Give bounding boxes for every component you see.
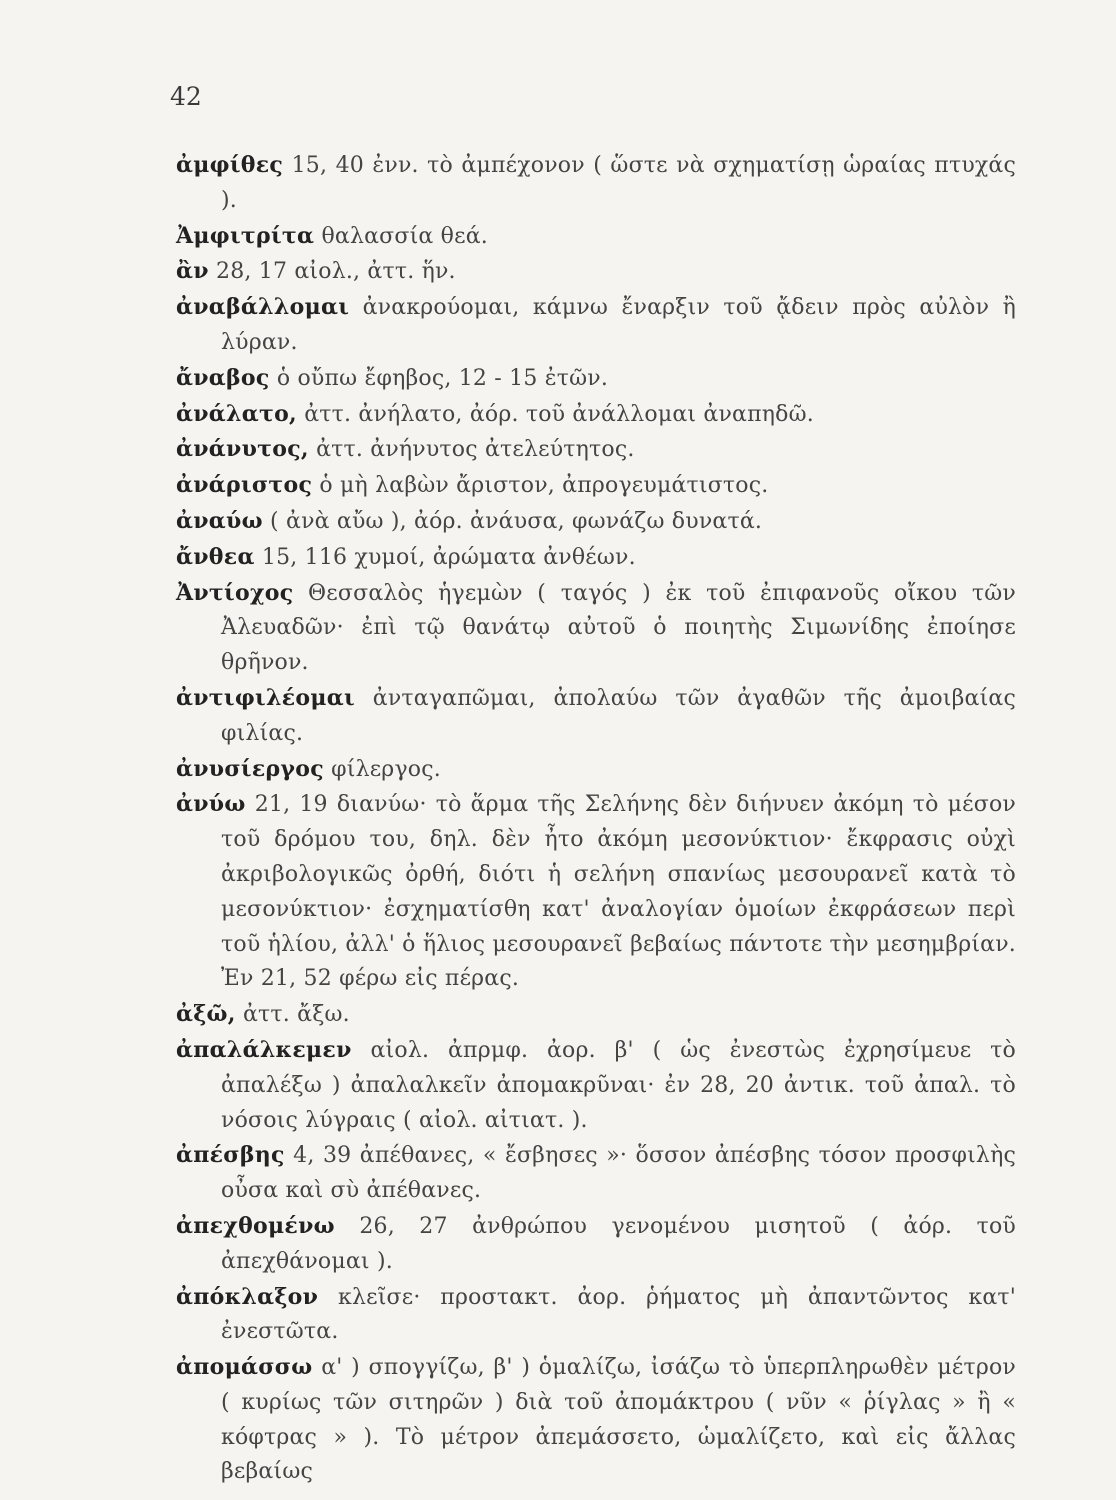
entry-definition: 21, 19 διανύω· τὸ ἅρμα τῆς Σελήνης δὲν διήνυεν ἀκόμη τὸ μέσον τοῦ δρόμου του, δηλ. δὲν ἦτο ἀκόμη μεσονύκτιον· ἔκφρασις οὐχὶ ἀκριβολογικῶς ὀρθή, διότι ἡ σελήνη σπανίως μεσουρανεῖ κατὰ τὸ μεσονύκτιον· ἐσχηματίσθη κατ' ἀναλογίαν ὁμοίων ἐκφράσεων περὶ τοῦ ἡλίου, ἀλλ' ὁ ἥλιος μεσουρανεῖ βεβαίως πάντοτε τὴν μεσημβρίαν. Ἐν 21, 52 φέρω εἰς πέρας. — [221, 792, 1016, 992]
entry-definition: ὁ οὔπω ἔφηβος, 12 - 15 ἐτῶν. — [276, 365, 609, 391]
entry-definition: αἰολ. ἀπρμφ. ἀορ. β' ( ὡς ἐνεστὼς ἐχρησίμευε τὸ ἀπαλέξω ) ἀπαλαλκεῖν ἀπομακρῦναι· ἐν 28, 20 ἀντικ. τοῦ ἀπαλ. τὸ νόσοις λύγραις ( αἰολ. αἰτιατ. ). — [221, 1037, 1016, 1133]
glossary-entry — [176, 290, 1016, 361]
glossary-entry — [176, 1350, 1016, 1490]
glossary-entry — [176, 681, 1016, 752]
entry-definition: ( ἀνὰ αὔω ), ἀόρ. ἀνάυσα, φωνάζω δυνατά. — [270, 508, 763, 534]
entry-lemma: ἀνυσίεργος — [176, 755, 324, 782]
glossary-entry — [176, 397, 1016, 433]
page-number: 42 — [170, 82, 202, 111]
entry-lemma: ἄναβος — [176, 364, 270, 391]
glossary-entry — [176, 752, 1016, 788]
glossary-entry — [176, 219, 1016, 255]
entry-lemma: ἄνθεα — [176, 543, 255, 570]
entry-definition: ἀττ. ἀνήνυτος ἀτελεύτητος. — [316, 437, 635, 463]
entry-lemma: ἀνύω — [176, 791, 246, 818]
entry-definition: ἀττ. ἀνήλατο, ἀόρ. τοῦ ἀνάλλομαι ἀναπηδῶ. — [304, 401, 814, 427]
glossary-entry — [176, 1209, 1016, 1280]
entry-lemma: ἀπαλάλκεμεν — [176, 1036, 352, 1063]
entry-definition: θαλασσία θεά. — [321, 223, 488, 249]
entry-lemma: ἀνάλατο, — [176, 400, 298, 427]
glossary-entry — [176, 540, 1016, 576]
entry-definition: ἀνταγαπῶμαι, ἀπολαύω τῶν ἀγαθῶν τῆς ἀμοιβαίας φιλίας. — [221, 685, 1016, 746]
entry-lemma: ἀξῶ, — [176, 1001, 236, 1028]
entry-definition: α' ) σπογγίζω, β' ) ὁμαλίζω, ἰσάζω τὸ ὑπερπληρωθὲν μέτρον ( κυρίως τῶν σιτηρῶν ) διὰ τοῦ ἀπομάκτρου ( νῦν « ῥίγλας » ἢ « κόφτρας » ). Τὸ μέτρον ἀπεμάσσετο, ὡμαλίζετο, καὶ εἰς ἄλλας βεβαίως — [221, 1355, 1016, 1485]
glossary-entry — [176, 504, 1016, 540]
entry-definition: 15, 116 χυμοί, ἀρώματα ἀνθέων. — [261, 544, 636, 570]
entry-definition: 4, 39 ἀπέθανες, « ἔσβησες »· ὅσσον ἀπέσβης τόσον προσφιλὴς οὖσα καὶ σὺ ἀπέθανες. — [221, 1143, 1016, 1204]
glossary-entries — [176, 148, 1016, 1490]
glossary-entry — [176, 148, 1016, 219]
entry-definition: 26, 27 ἀνθρώπου γενομένου μισητοῦ ( ἀόρ. τοῦ ἀπεχθάνομαι ). — [221, 1213, 1016, 1274]
glossary-entry — [176, 576, 1016, 681]
entry-definition: κλεῖσε· προστακτ. ἀορ. ῥήματος μὴ ἀπαντῶντος κατ' ἐνεστῶτα. — [221, 1284, 1016, 1345]
entry-lemma: Ἀντίοχος — [176, 579, 294, 606]
entry-lemma: ἀντιφιλέομαι — [176, 684, 355, 711]
entry-lemma: ἀναύω — [176, 507, 263, 534]
glossary-entry — [176, 997, 1016, 1033]
entry-lemma: ἀμφίθες — [176, 152, 284, 178]
entry-definition: 15, 40 ἐνν. τὸ ἀμπέχονον ( ὥστε νὰ σχηματίσῃ ὡραίας πτυχάς ). — [221, 153, 1016, 213]
entry-lemma: ἀναβάλλομαι — [176, 294, 350, 321]
entry-lemma: ἀνάριστος — [176, 472, 313, 499]
entry-definition: ἀνακρούομαι, κάμνω ἔναρξιν τοῦ ᾄδειν πρὸς αὐλὸν ἢ λύραν. — [221, 295, 1016, 355]
entry-definition: ὁ μὴ λαβὼν ἄριστον, ἀπρογευμάτιστος. — [319, 473, 769, 499]
glossary-entry — [176, 787, 1016, 997]
entry-lemma: ἀπεχθομένω — [176, 1212, 335, 1239]
entry-definition: ἀττ. ἄξω. — [242, 1002, 350, 1028]
glossary-entry — [176, 468, 1016, 504]
glossary-entry — [176, 361, 1016, 397]
glossary-entry — [176, 1138, 1016, 1209]
glossary-entry — [176, 1280, 1016, 1351]
entry-definition: Θεσσαλὸς ἡγεμὼν ( ταγός ) ἐκ τοῦ ἐπιφανοῦς οἴκου τῶν Ἀλευαδῶν· ἐπὶ τῷ θανάτῳ αὐτοῦ ὁ ποιητὴς Σιμωνίδης ἐποίησε θρῆνον. — [221, 580, 1016, 676]
entry-definition: 28, 17 αἰολ., ἀττ. ἥν. — [216, 259, 456, 285]
glossary-entry — [176, 254, 1016, 290]
glossary-entry — [176, 432, 1016, 468]
entry-lemma: ἀπομάσσω — [176, 1354, 313, 1381]
entry-definition: φίλεργος. — [331, 756, 441, 782]
glossary-entry — [176, 1033, 1016, 1138]
entry-lemma: Ἀμφιτρίτα — [176, 222, 315, 249]
entry-lemma: ἀπέσβης — [176, 1142, 285, 1169]
entry-lemma: ἀνάνυτος, — [176, 436, 309, 463]
entry-lemma: ἂν — [176, 258, 209, 285]
entry-lemma: ἀπόκλαξον — [176, 1283, 319, 1310]
